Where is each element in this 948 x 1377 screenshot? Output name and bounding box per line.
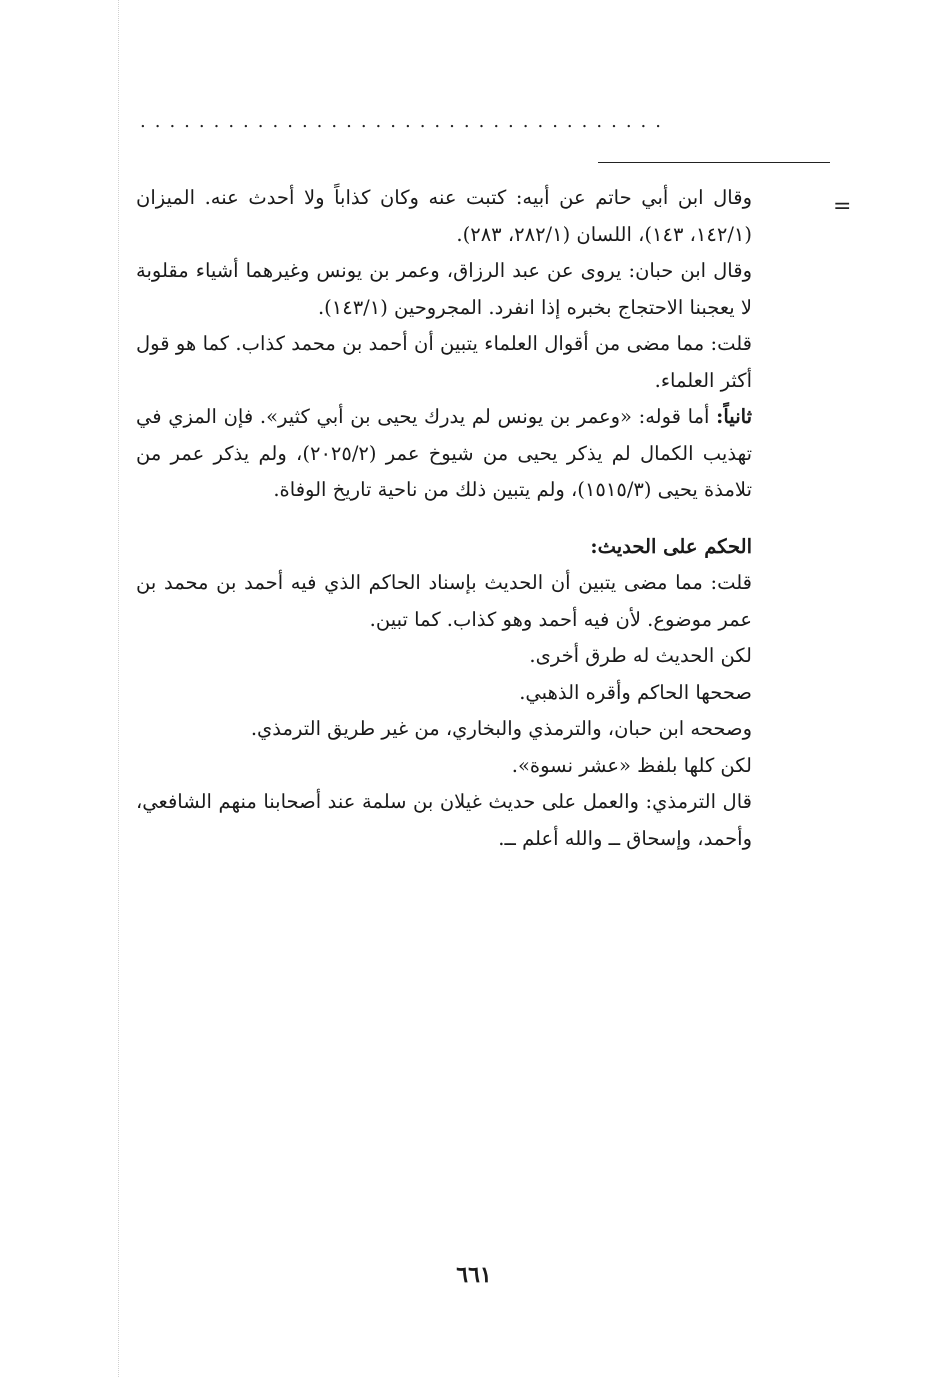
paragraph-hakim: صححها الحاكم وأقره الذهبي.	[519, 680, 752, 704]
paragraph-conclusion: قلت: مما مضى من أقوال العلماء يتبين أن أحمد بن محمد كذاب. كما هو قول أكثر العلماء.	[136, 332, 752, 392]
paragraph-authenticated: وصححه ابن حبان، والترمذي والبخاري، من غير طريق الترمذي.	[250, 717, 752, 740]
paragraph-ibn-hibban: وقال ابن حبان: يروى عن عبد الرزاق، وعمر بن يونس وغيرهما أشياء مقلوبة لا يعجبنا الاحتجاج بخبره إذا انفرد. المجروحين (١٤٣/١).	[136, 259, 752, 319]
page-number: ٦٦١	[456, 1262, 492, 1288]
header-dotted-rule: ....................................	[140, 112, 670, 132]
paragraph-secondly	[136, 399, 752, 509]
paragraph-abi-hatim: وقال ابن أبي حاتم عن أبيه: كتبت عنه وكان كذاباً ولا أحدث عنه. الميزان (١٤٢/١، ١٤٣)، اللسان (٢٨٢/١، ٢٨٣).	[136, 186, 752, 246]
section-gap	[136, 509, 752, 529]
paragraph-wording: لكن كلها بلفظ «عشر نسوة».	[511, 753, 752, 777]
footnote-continuation-mark: =	[833, 194, 852, 219]
paragraph-tirmidhi: قال الترمذي: والعمل على حديث غيلان بن سلمة عند أصحابنا منهم الشافعي، وأحمد، وإسحاق ــ والله أعلم ــ.	[136, 790, 752, 850]
section-heading: الحكم على الحديث:	[590, 534, 752, 558]
paragraph-ruling: قلت: مما مضى يتبين أن الحديث بإسناد الحاكم الذي فيه أحمد بن محمد بن عمر موضوع. لأن فيه أحمد وهو كذاب. كما تبين.	[136, 571, 752, 631]
page-body	[136, 180, 752, 857]
gutter-dotted-line	[118, 0, 119, 1377]
secondly-label: ثانياً:	[716, 405, 752, 428]
secondly-text: أما قوله: «وعمر بن يونس لم يدرك يحيى بن أبي كثير». فإن المزي في تهذيب الكمال لم يذكر يحيى من شيوخ عمر (٢٠٢٥/٢)، ولم يذكر عمر من تلامذة يحيى (١٥١٥/٣)، ولم يتبين ذلك من ناحية تاريخ الوفاة.	[136, 405, 752, 501]
footnote-separator	[598, 162, 830, 163]
paragraph-other-routes: لكن الحديث له طرق أخرى.	[529, 644, 752, 667]
